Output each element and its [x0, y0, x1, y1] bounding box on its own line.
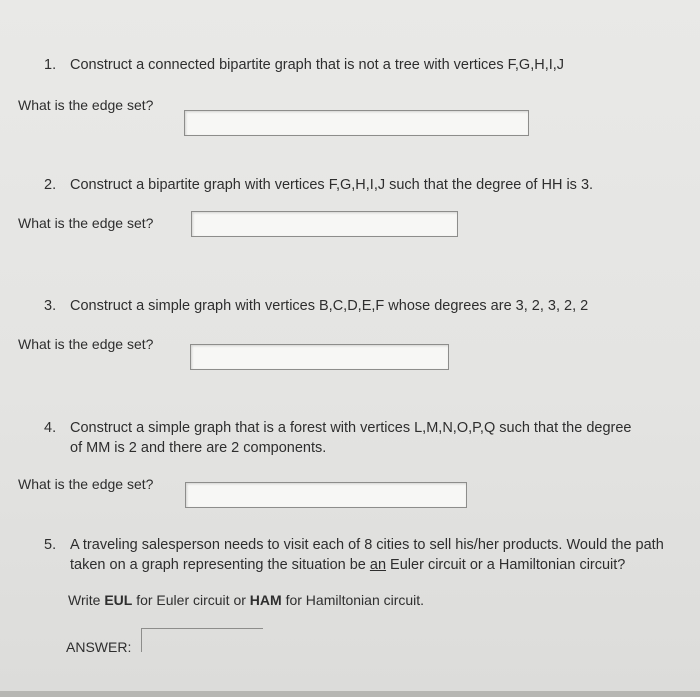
- edge-set-label: What is the edge set?: [18, 336, 154, 352]
- question-number: 5.: [44, 537, 57, 553]
- question-5: [44, 535, 664, 575]
- question-1: [44, 55, 564, 75]
- question-number: 3.: [44, 298, 57, 314]
- question-number: 4.: [44, 420, 57, 436]
- question-text: Construct a connected bipartite graph that is not a tree with vertices F,G,H,I,J: [70, 57, 565, 73]
- question-number: 1.: [44, 57, 57, 73]
- text-part: taken on a graph representing the situation be: [70, 557, 370, 573]
- edge-set-label: What is the edge set?: [18, 476, 154, 492]
- edge-set-label: What is the edge set?: [18, 215, 154, 231]
- edge-set-input-2[interactable]: [191, 211, 458, 237]
- question-text-line-1: Construct a simple graph that is a forest with vertices L,M,N,O,P,Q such that the degree: [70, 420, 632, 436]
- question-text-line-2: of MM is 2 and there are 2 components.: [70, 440, 327, 456]
- instruction-part: for Hamiltonian circuit.: [281, 592, 425, 608]
- question-4: [44, 418, 631, 458]
- question-2: [44, 175, 593, 195]
- question-text: Construct a simple graph with vertices B,C,D,E,F whose degrees are 3, 2, 3, 2, 2: [70, 298, 589, 314]
- edge-set-input-4[interactable]: [185, 482, 467, 508]
- instruction-eul: EUL: [104, 592, 133, 608]
- instruction: [68, 592, 424, 608]
- instruction-part: Write: [68, 592, 105, 608]
- edge-set-input-1[interactable]: [184, 110, 529, 136]
- question-number: 2.: [44, 177, 57, 193]
- answer-label: ANSWER:: [66, 639, 132, 655]
- edge-set-label: What is the edge set?: [18, 97, 154, 113]
- text-underlined: an: [369, 557, 387, 573]
- answer-input[interactable]: [141, 628, 263, 652]
- question-text-line-1: A traveling salesperson needs to visit each of 8 cities to sell his/her products. Would the path: [70, 537, 664, 553]
- instruction-part: for Euler circuit or: [132, 592, 250, 608]
- question-3: [44, 296, 588, 316]
- edge-set-input-3[interactable]: [190, 344, 449, 370]
- text-part: Euler circuit or a Hamiltonian circuit?: [386, 557, 626, 573]
- page-bottom-edge: [0, 691, 700, 697]
- question-text-line-2: [44, 555, 664, 575]
- instruction-ham: HAM: [249, 592, 282, 608]
- question-text: Construct a bipartite graph with vertices F,G,H,I,J such that the degree of HH is 3.: [70, 177, 594, 193]
